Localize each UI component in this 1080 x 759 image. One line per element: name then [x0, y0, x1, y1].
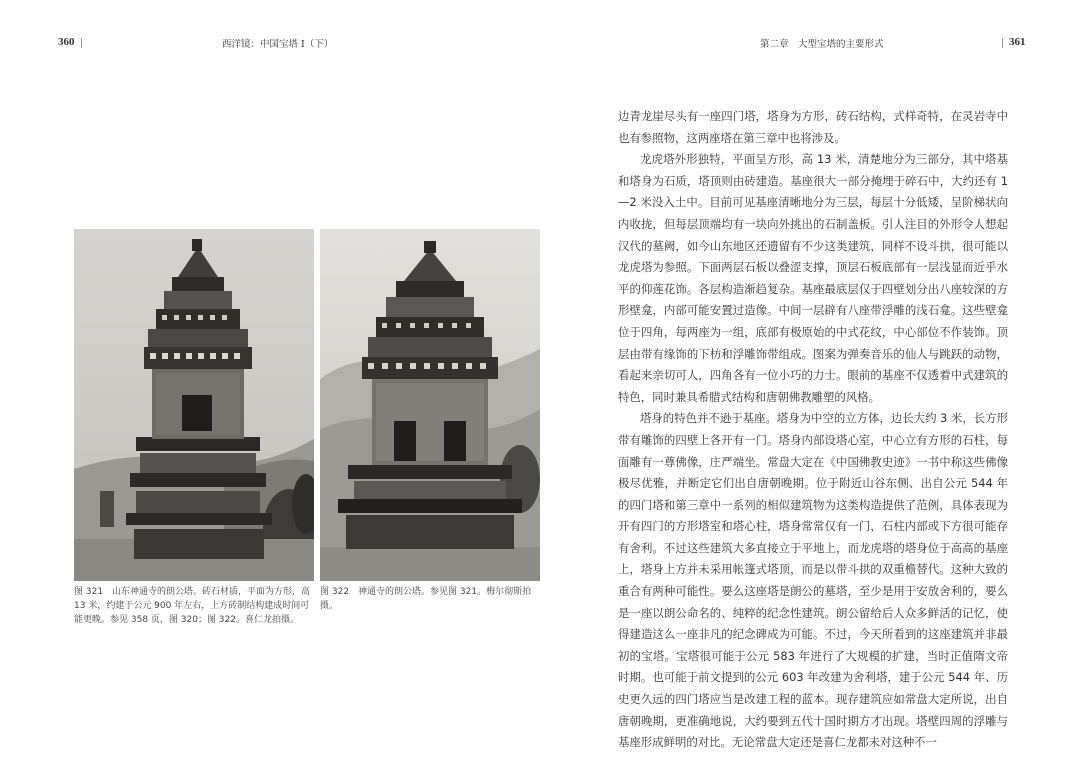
pagoda-photo-illustration	[74, 229, 314, 581]
figure-322-caption: 图 322 神通寺的朗公塔。参见图 321。梅尔彻斯拍摄。	[320, 587, 532, 611]
figure-321-photo	[74, 229, 314, 581]
header-divider	[1002, 38, 1003, 48]
body-text-column	[618, 106, 1008, 754]
pagoda-photo-illustration	[320, 229, 540, 581]
right-running-title: 第二章 大型宝塔的主要形式	[760, 39, 884, 50]
right-page-number: 361	[1009, 36, 1026, 48]
header-divider	[81, 38, 82, 48]
figure-322-photo	[320, 229, 540, 581]
body-paragraph: 边青龙崖尽头有一座四门塔，塔身为方形，砖石结构，式样奇特，在灵岩寺中也有参照物，这两座塔在第三章中也将涉及。	[618, 109, 1008, 145]
left-page-number: 360	[58, 36, 75, 48]
figure-321-caption: 图 321 山东神通寺的朗公塔。砖石材质，平面为方形，高 13 米，约建于公元 900 年左右，上方砖制结构建成时间可能更晚。参见 358 页，图 320；图 322。喜仁龙拍摄。	[74, 587, 311, 625]
body-paragraph: 龙虎塔外形独特，平面呈方形，高 13 米，清楚地分为三部分，其中塔基和塔身为石质，塔顶则由砖建造。基座很大一部分掩埋于碎石中，大约还有 1—2 米没入土中。目前可见基座清晰地分为三层，每层十分低矮，呈阶梯状向内收拢，但每层顶端均有一块向外挑出的石制盖板。引人注目的外形令人想起汉代的墓阙，如今山东地区还遗留有不少这类建筑，同样不设斗拱，很可能以龙虎塔为参照。下面两层石板以叠涩支撑，顶层石板底部有一层浅显而近乎水平的仰莲花饰。各层构造渐趋复杂。基座最底层仅于四壁划分出八座较深的方形壁龛，内部可能安置过造像。中间一层辟有八座带浮雕的浅石龛。这些壁龛位于四角，每两座为一组，底部有极原始的中式花纹，中心部位不作装饰。顶层由带有缘饰的下枋和浮雕饰带组成。图案为弹奏音乐的仙人与跳跃的动物，看起来亲切可人，四角各有一位小巧的力士。眼前的基座不仅透着中式建筑的特色，同时兼具希腊式结构和唐朝佛教雕塑的风格。	[618, 152, 1008, 404]
left-page-number-block	[58, 36, 88, 48]
left-running-title: 西洋镜：中国宝塔 I（下）	[222, 39, 334, 50]
body-paragraph: 塔身的特色并不逊于基座。塔身为中空的立方体，边长大约 3 米，长方形带有雕饰的四壁上各开有一门。塔身内部设塔心室，中心立有方形的石柱，每面雕有一尊佛像，庄严端坐。常盘大定在《中国佛教史迹》一书中称这些佛像极尽优雅，并断定它们出自唐朝晚期。位于附近山谷东侧、出自公元 544 年的四门塔和第三章中一系列的相似建筑物为这类构造提供了范例，具体表现为开有四门的方形塔室和塔心柱，塔身常常仅有一门，石柱内部或下方很可能存有舍利。不过这些建筑大多直接立于平地上，而龙虎塔的塔身位于高高的基座上，塔身上方并未采用帐篷式塔顶，而是以带斗拱的双重檐替代。这种大致的重合有两种可能性。要么这座塔是朗公的墓塔，至少是用于安放舍利的，要么是一座以朗公命名的、纯粹的纪念性建筑。朗公留给后人众多鲜活的记忆，使得建造这么一座非凡的纪念碑成为可能。不过，今天所看到的这座建筑并非最初的宝塔。宝塔很可能于公元 583 年进行了大规模的扩建，当时正值隋文帝时期。也可能于前文提到的公元 603 年改建为舍利塔，建于公元 544 年、历史更久远的四门塔应当是改建工程的蓝本。现存建筑应如常盘大定所说，出自唐朝晚期，更准确地说，大约要到五代十国时期方才出现。塔壁四周的浮雕与基座形成鲜明的对比。无论常盘大定还是喜仁龙都未对这种不一	[618, 411, 1008, 750]
right-page-number-block	[996, 36, 1026, 48]
